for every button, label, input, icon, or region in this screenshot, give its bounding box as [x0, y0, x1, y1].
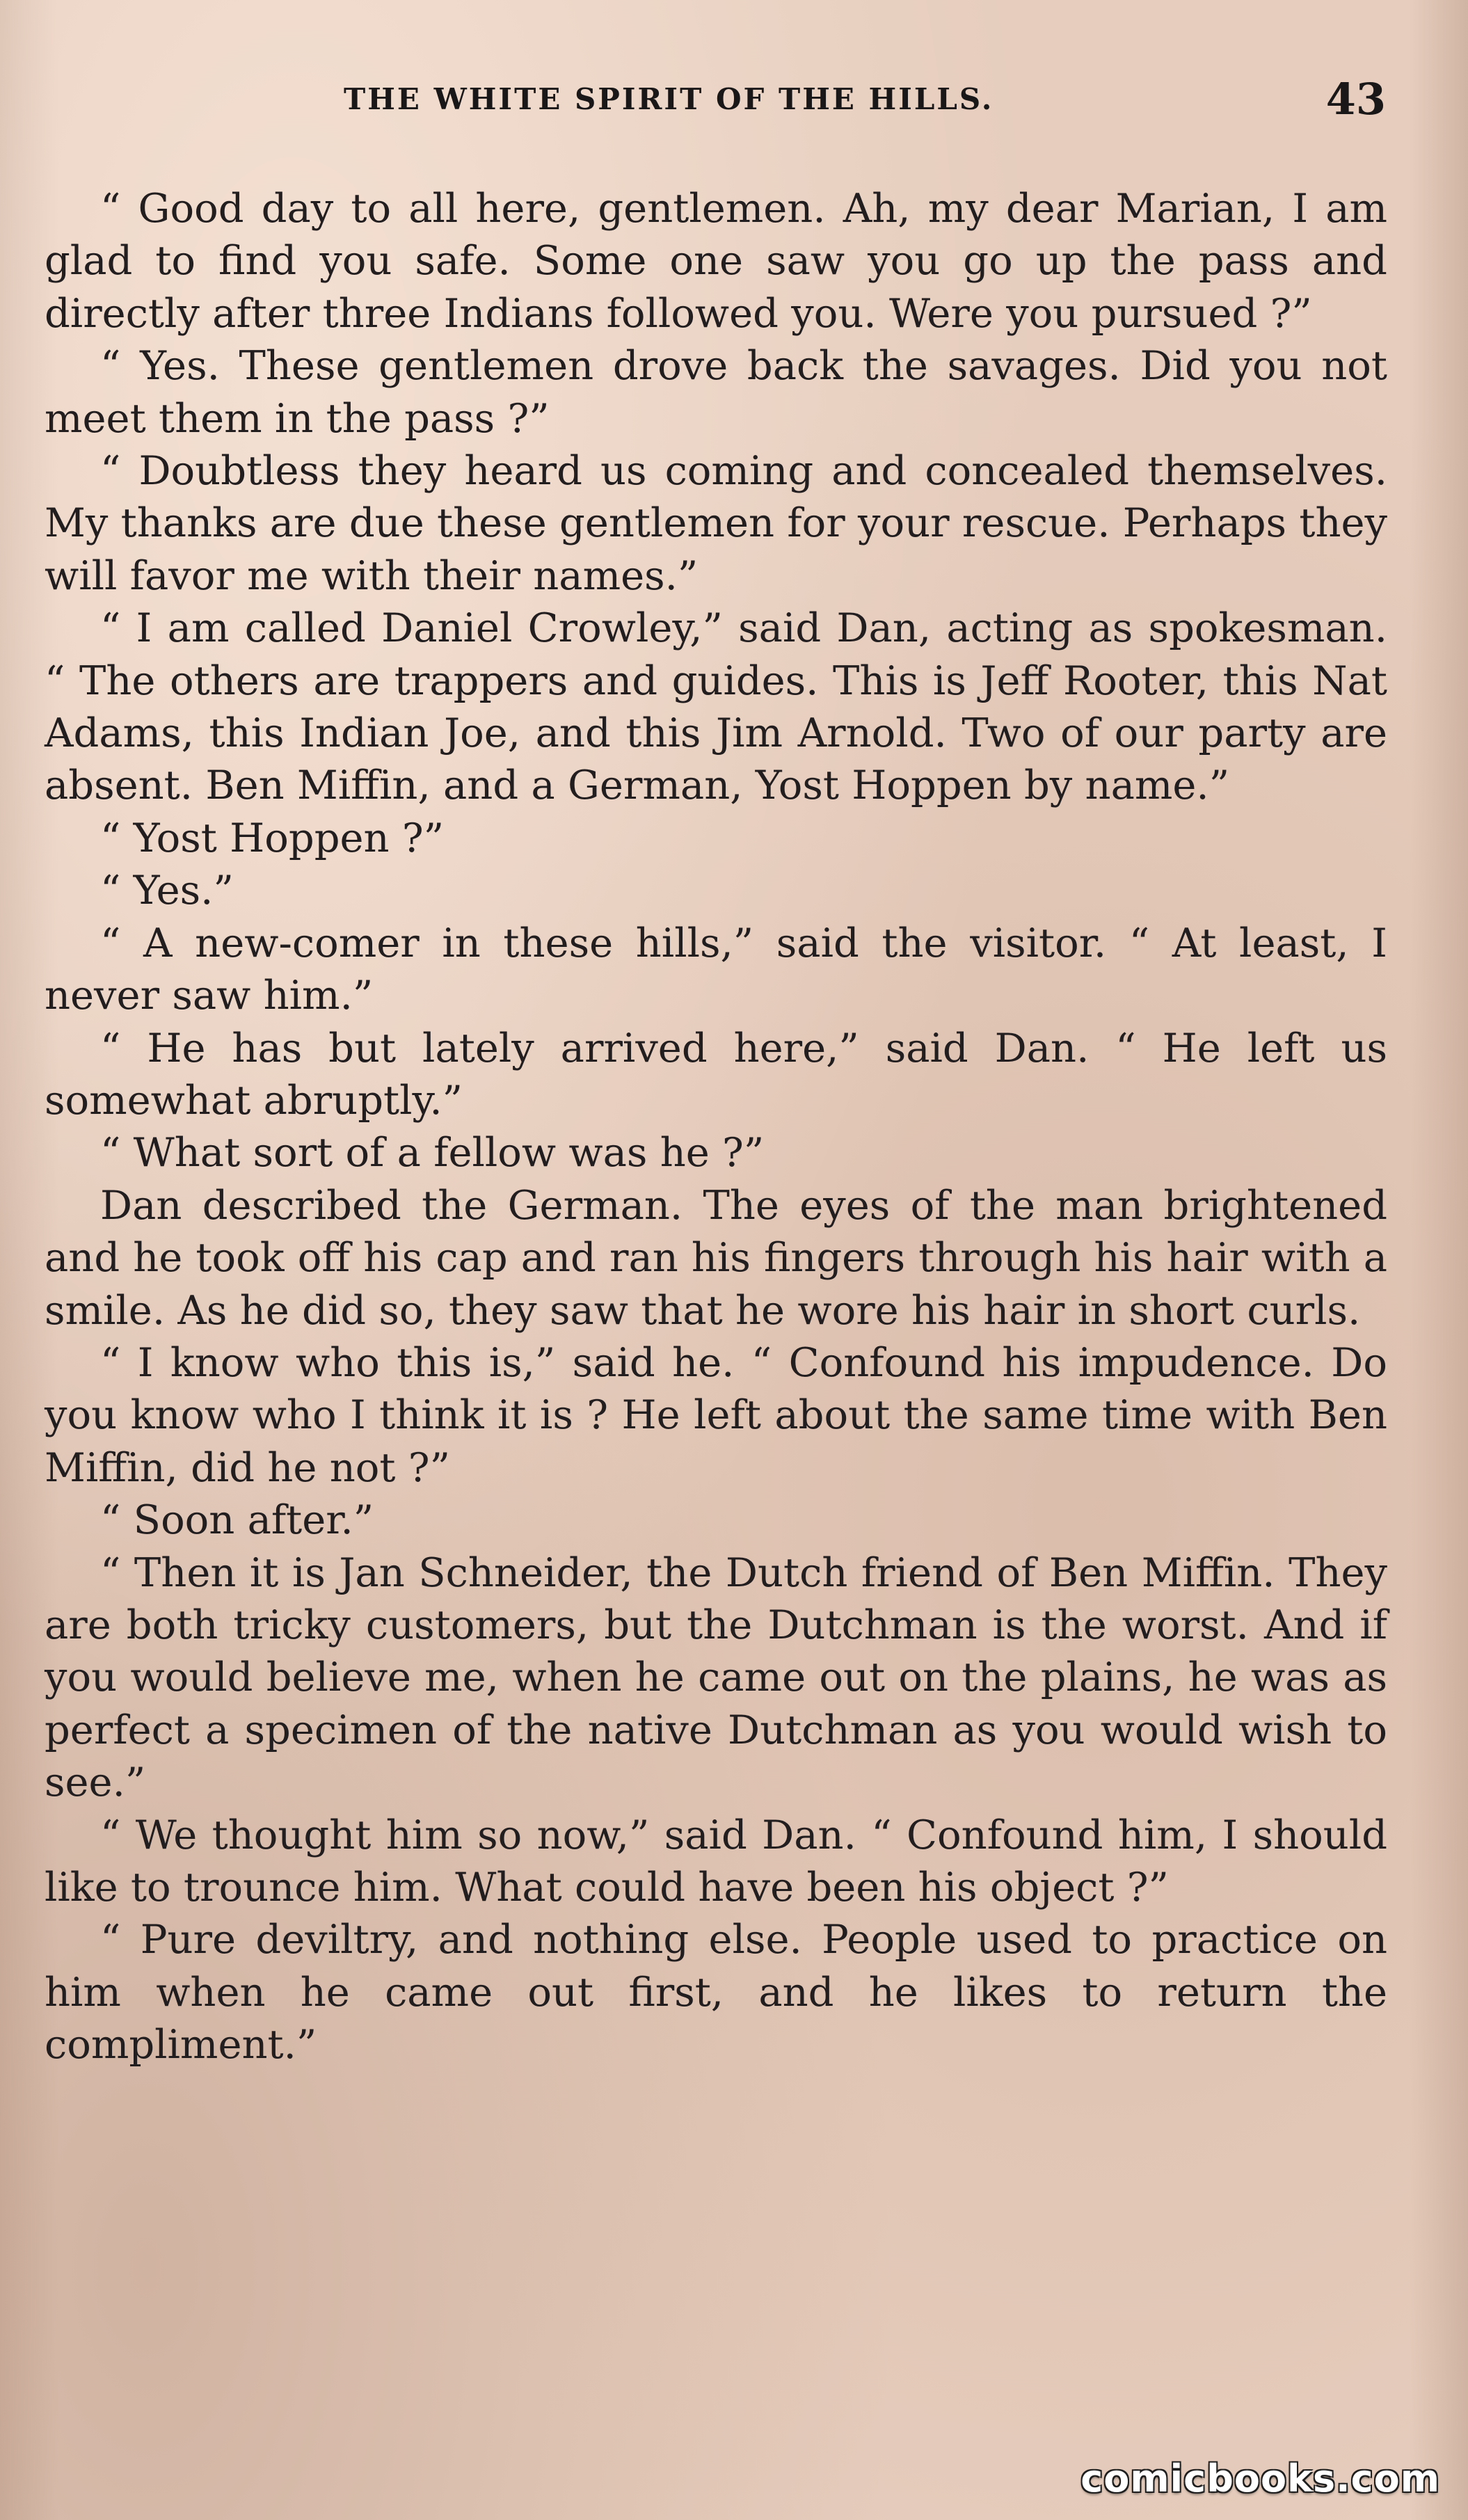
paragraph: “ Doubtless they heard us coming and concealed themselves. My thanks are due these gentlemen for your rescue. Perhaps they will favor me with their names.” [45, 447, 1387, 599]
paragraph: Dan described the German. The eyes of the man brightened and he took off his cap and ran his fingers through his hair with a smile. As he did so, they saw that he wore his hair in short curls. [45, 1181, 1387, 1334]
paragraph: “ Then it is Jan Schneider, the Dutch friend of Ben Miffin. They are both tricky customers, but the Dutchman is the worst. And if you would believe me, when he came out on the plains, he was as perfect a specimen of the native Dutchman as you would wish to see.” [45, 1549, 1387, 1806]
running-head-title: THE WHITE SPIRIT OF THE HILLS. [344, 82, 994, 116]
paragraph: “ Yost Hoppen ?” [100, 814, 445, 861]
watermark: comicbooks.com [1080, 2457, 1440, 2501]
paragraph: “ He has but lately arrived here,” said Dan. “ He left us somewhat abruptly.” [45, 1024, 1387, 1124]
paragraph: “ Yes. These gentlemen drove back the savages. Did you not meet them in the pass ?” [45, 342, 1387, 442]
paragraph: “ Good day to all here, gentlemen. Ah, my dear Marian, I am glad to find you safe. Some one saw you go up the pass and directly after three Indians followed you. Were you pursued ?” [45, 185, 1387, 337]
paragraph: “ Yes.” [100, 867, 234, 914]
paragraph: “ Soon after.” [100, 1497, 374, 1544]
body-text [45, 182, 1387, 2071]
paragraph: “ What sort of a fellow was he ?” [100, 1129, 765, 1177]
paragraph: “ Pure deviltry, and nothing else. People used to practice on him when he came out first, and he likes to return the compliment.” [45, 1916, 1387, 2068]
paragraph: “ I know who this is,” said he. “ Confound his impudence. Do you know who I think it is ? He left about the same time with Ben Miffin, did he not ?” [45, 1339, 1387, 1491]
paragraph: “ I am called Daniel Crowley,” said Dan, acting as spokesman. “ The others are trappers and guides. This is Jeff Rooter, this Nat Adams, this Indian Joe, and this Jim Arnold. Two of our party are absent. Ben Miffin, and a German, Yost Hoppen by name.” [45, 605, 1387, 809]
paragraph: “ A new-comer in these hills,” said the visitor. “ At least, I never saw him.” [45, 919, 1387, 1019]
page-number: 43 [1325, 74, 1386, 125]
paragraph: “ We thought him so now,” said Dan. “ Confound him, I should like to trounce him. What could have been his object ?” [45, 1811, 1387, 1911]
